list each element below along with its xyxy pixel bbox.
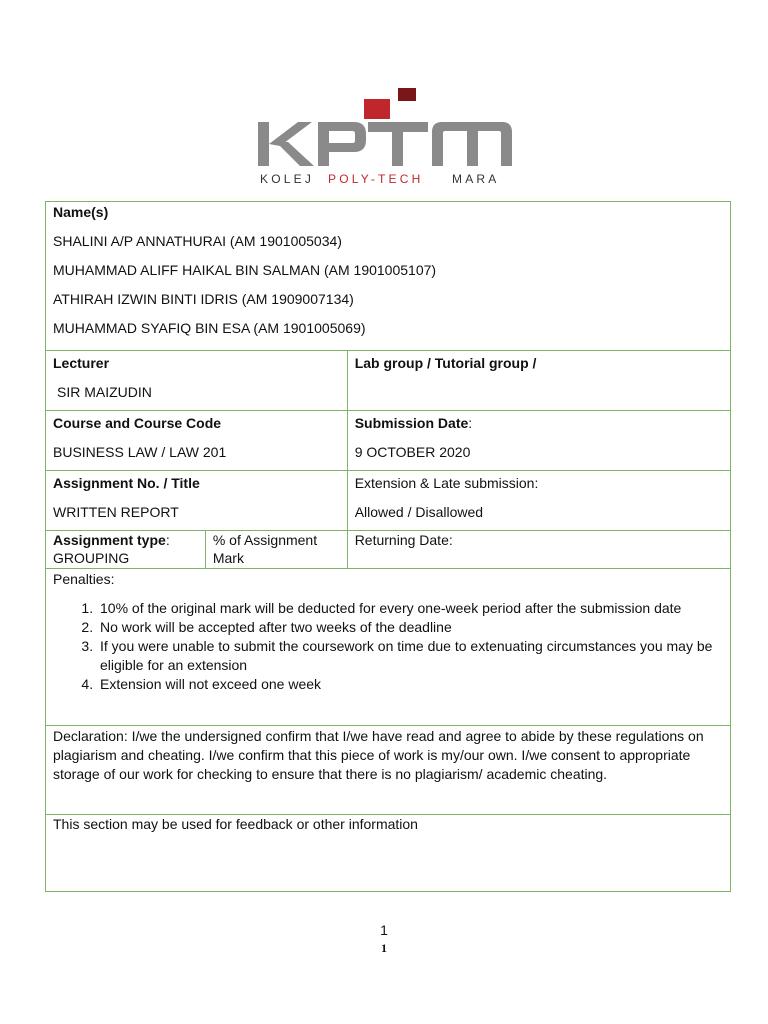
names-label: Name(s) bbox=[53, 204, 109, 220]
declaration-section bbox=[46, 726, 731, 815]
course-label: Course and Course Code bbox=[53, 415, 222, 431]
penalty-item-3: 3. If you were unable to submit the coursework on time due to extenuating circumstances you may be eligible for an extension bbox=[97, 637, 723, 675]
lab-group-cell bbox=[347, 351, 730, 411]
assignment-value: WRITTEN REPORT bbox=[53, 504, 179, 520]
page-number-small: 1 bbox=[381, 941, 387, 955]
penalties-list bbox=[53, 599, 723, 694]
penalties-section bbox=[46, 569, 731, 726]
student-name-4: MUHAMMAD SYAFIQ BIN ESA (AM 1901005069) bbox=[53, 320, 366, 336]
kptm-logo-graphic bbox=[256, 88, 516, 188]
student-name-3: ATHIRAH IZWIN BINTI IDRIS (AM 1909007134) bbox=[53, 291, 354, 307]
names-section bbox=[46, 202, 731, 351]
penalty-item-4: 4. Extension will not exceed one week bbox=[97, 675, 723, 694]
course-value: BUSINESS LAW / LAW 201 bbox=[53, 444, 227, 460]
returning-label: Returning Date: bbox=[354, 532, 453, 548]
assignment-type-value: GROUPING bbox=[53, 550, 130, 566]
returning-cell bbox=[347, 531, 730, 569]
student-name-1: SHALINI A/P ANNATHURAI (AM 1901005034) bbox=[53, 233, 342, 249]
lecturer-cell bbox=[46, 351, 348, 411]
declaration-text: Declaration: I/we the undersigned confirm that I/we have read and agree to abide by these regulations on plagiarism and cheating. I/we confirm that this piece of work is my/our own. I/we consent to appropriate storage of our work for checking to ensure that there is no plagiarism/ academic cheating. bbox=[53, 728, 704, 782]
penalties-label: Penalties: bbox=[53, 571, 115, 587]
tagline-mid: POLY-TECH bbox=[328, 172, 424, 186]
lecturer-label: Lecturer bbox=[53, 355, 110, 371]
mark-cell bbox=[205, 531, 347, 569]
page-number: 1 bbox=[380, 922, 388, 938]
extension-label: Extension & Late submission: bbox=[354, 475, 539, 491]
feedback-text: This section may be used for feedback or other information bbox=[53, 816, 418, 832]
mark-label-line2: Mark bbox=[212, 550, 244, 566]
feedback-section bbox=[46, 815, 731, 892]
kptm-logo bbox=[256, 88, 516, 188]
tagline-right: MARA bbox=[452, 172, 500, 186]
mark-label-line1: % of Assignment bbox=[212, 532, 318, 548]
lab-group-label: Lab group / Tutorial group / bbox=[354, 355, 537, 371]
assignment-cell bbox=[46, 471, 348, 531]
submission-cell bbox=[347, 411, 730, 471]
submission-colon: : bbox=[468, 415, 473, 431]
assignment-label: Assignment No. / Title bbox=[53, 475, 200, 491]
assignment-type-label: Assignment type bbox=[53, 532, 166, 548]
student-name-2: MUHAMMAD ALIFF HAIKAL BIN SALMAN (AM 1901005107) bbox=[53, 262, 437, 278]
extension-value: Allowed / Disallowed bbox=[354, 504, 484, 520]
submission-label: Submission Date bbox=[354, 415, 469, 431]
extension-cell bbox=[347, 471, 730, 531]
lecturer-value: SIR MAIZUDIN bbox=[57, 384, 152, 400]
assignment-type-cell bbox=[46, 531, 206, 569]
penalty-item-2: 2. No work will be accepted after two weeks of the deadline bbox=[97, 618, 723, 637]
submission-value: 9 OCTOBER 2020 bbox=[354, 444, 471, 460]
coversheet-table bbox=[45, 201, 731, 892]
penalty-item-1: 1. 10% of the original mark will be deducted for every one-week period after the submission date bbox=[97, 599, 723, 618]
tagline-left: KOLEJ bbox=[260, 172, 315, 186]
assignment-type-colon: : bbox=[165, 532, 170, 548]
course-cell bbox=[46, 411, 348, 471]
